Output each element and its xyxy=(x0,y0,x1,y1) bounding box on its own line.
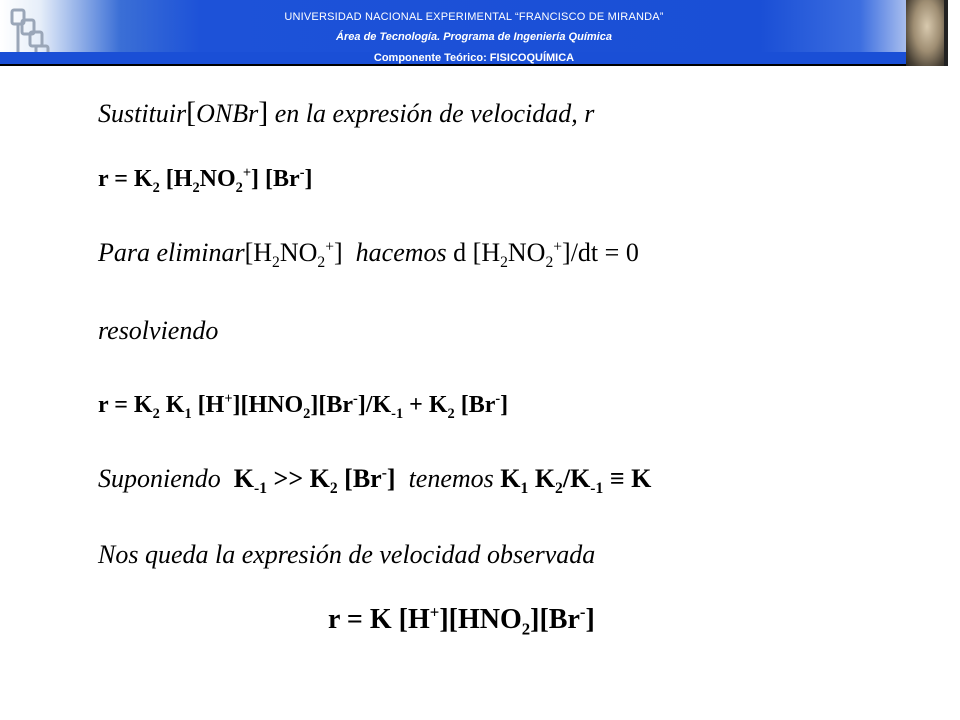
superscript: - xyxy=(299,165,305,181)
eq-part: NO xyxy=(199,166,236,192)
eq-part: NO xyxy=(279,238,318,267)
superscript: + xyxy=(242,165,252,181)
eq-part: [H xyxy=(159,166,193,192)
eq-part: ] xyxy=(304,166,313,192)
subscript: 2 xyxy=(555,480,563,498)
subscript: -1 xyxy=(391,405,404,422)
eq-part: [Br xyxy=(337,464,382,493)
eq-part: ]/K xyxy=(357,392,392,418)
subscript: -1 xyxy=(590,480,604,498)
eq-part: K xyxy=(220,464,254,493)
eq-part: ][Br xyxy=(530,604,580,635)
eq-part: K xyxy=(493,464,521,493)
superscript: - xyxy=(495,391,501,407)
eq-part: [H xyxy=(191,392,225,418)
subscript: 2 xyxy=(272,254,280,272)
portrait-image xyxy=(906,0,948,66)
component-name: Componente Teórico: FISICOQUÍMICA xyxy=(0,52,948,64)
superscript: + xyxy=(224,391,233,407)
text-fragment: Para eliminar xyxy=(98,238,245,267)
eq-part: ] [Br xyxy=(251,166,300,192)
bracket: ] xyxy=(258,96,269,129)
eq-part: >> K xyxy=(267,464,330,493)
eq-part: [Br xyxy=(454,392,496,418)
line-substitute xyxy=(98,96,594,130)
superscript: + xyxy=(429,602,440,622)
subscript: 2 xyxy=(521,619,531,639)
subscript: 2 xyxy=(500,254,508,272)
superscript: + xyxy=(553,238,563,256)
superscript: - xyxy=(353,391,358,407)
text-fragment: tenemos xyxy=(395,464,494,493)
eq-part: K xyxy=(159,392,185,418)
area-name: Área de Tecnología. Programa de Ingeniería Química xyxy=(336,31,612,43)
header-divider xyxy=(0,64,948,66)
eq-part: ][HNO xyxy=(439,604,522,635)
eq-part: [H xyxy=(244,238,273,267)
bracket: [ xyxy=(186,96,197,129)
eq-part: d [H xyxy=(446,238,501,267)
eq-part: ][HNO xyxy=(232,392,304,418)
superscript: - xyxy=(579,602,586,622)
eq-part: /K xyxy=(562,464,591,493)
subscript: 2 xyxy=(545,254,554,272)
line-resolving: resolviendo xyxy=(98,316,219,345)
species-onbr: ONBr xyxy=(196,99,259,128)
eq-part: ][Br xyxy=(310,392,354,418)
subscript: 2 xyxy=(152,179,160,196)
subscript: 2 xyxy=(235,179,243,196)
subscript: 2 xyxy=(303,405,311,422)
header-banner xyxy=(0,0,960,68)
institution-name: UNIVERSIDAD NACIONAL EXPERIMENTAL “FRANCISCO DE MIRANDA” xyxy=(284,11,664,23)
observed-rate-equation xyxy=(328,602,595,639)
subscript: 1 xyxy=(520,480,529,498)
portrait-frame xyxy=(944,0,948,66)
rate-equation-1 xyxy=(98,165,313,196)
superscript: + xyxy=(325,238,334,256)
line-assuming xyxy=(98,464,652,498)
eq-part: ] xyxy=(585,604,595,635)
eq-part: ≡ K xyxy=(603,464,652,493)
eq-part: r = K [H xyxy=(328,604,430,635)
eq-part: + K xyxy=(403,392,448,418)
subscript: 2 xyxy=(447,405,455,422)
text-fragment: hacemos xyxy=(342,238,447,267)
text-fragment: Sustituir xyxy=(98,99,187,128)
subscript: 2 xyxy=(317,254,326,272)
eq-part: r = K xyxy=(98,166,153,192)
line-eliminate xyxy=(98,238,639,272)
eq-part: r = K xyxy=(98,392,153,418)
eq-part: K xyxy=(528,464,556,493)
subscript: 2 xyxy=(329,480,338,498)
eq-part: ] xyxy=(386,464,396,493)
subscript: 2 xyxy=(192,179,200,196)
subscript: -1 xyxy=(254,480,267,498)
eq-part: ] xyxy=(500,392,509,418)
subscript: 2 xyxy=(152,405,160,422)
text-fragment: en la expresión de velocidad, r xyxy=(268,99,595,128)
subscript: 1 xyxy=(184,405,192,422)
rate-equation-2 xyxy=(98,391,509,422)
eq-part: NO xyxy=(507,238,546,267)
text-fragment: Suponiendo xyxy=(98,464,221,493)
line-observed-rate: Nos queda la expresión de velocidad observada xyxy=(98,540,596,569)
eq-part: ] xyxy=(334,238,343,267)
superscript: - xyxy=(381,464,387,482)
eq-part: ]/dt = 0 xyxy=(562,238,639,267)
